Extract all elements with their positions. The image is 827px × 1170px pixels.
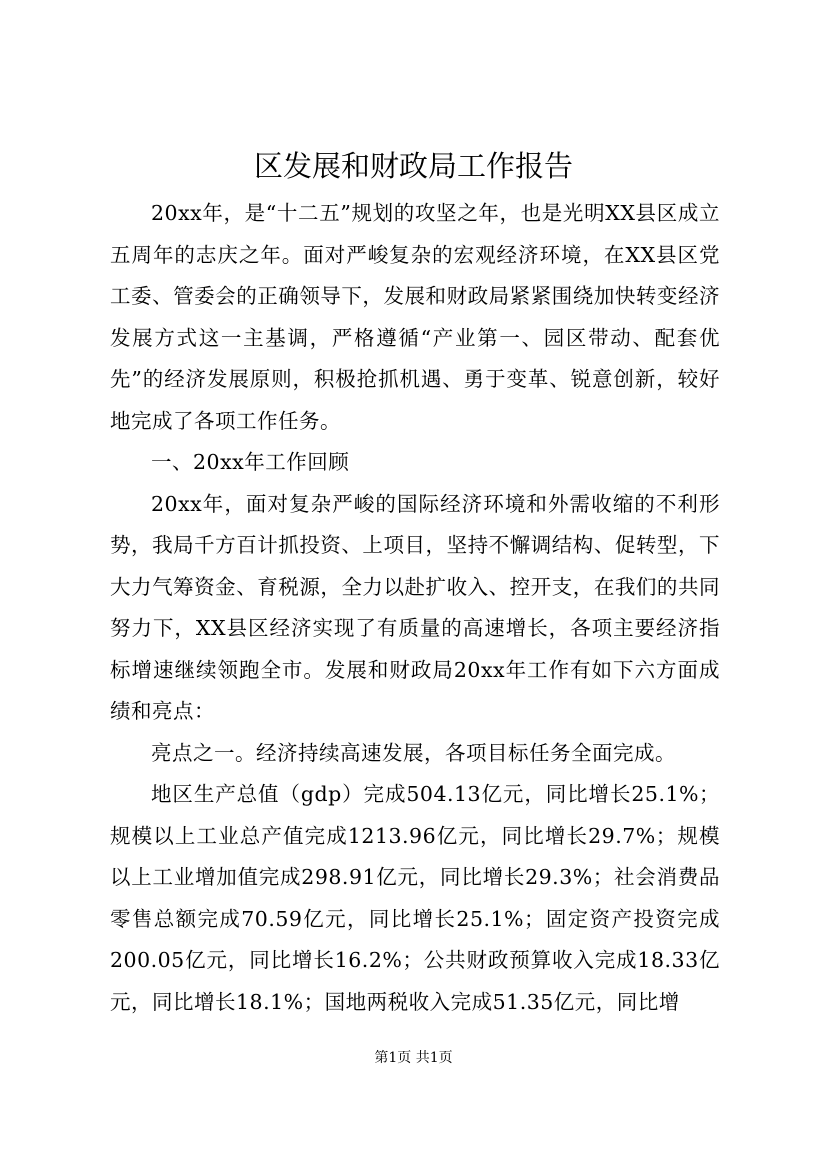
section-heading-review: 一、20xx年工作回顾 — [151, 450, 350, 474]
document-title: 区发展和财政局工作报告 — [253, 149, 573, 183]
paragraph-indicators: 地区生产总值（gdp）完成504.13亿元，同比增长25.1%；规模以上工业总产值完成1213.96亿元，同比增长29.7%；规模以上工业增加值完成298.91亿元，同比增长29.3%；社会消费品零售总额完成70.59亿元，同比增长25.1%；固定资产投资完成200.05亿元，同比增长16.2%；公共财政预算收入完成18.33亿元，同比增长18.1%；国地两税收入完成51.35亿元，同比增 — [110, 782, 720, 1014]
page-footer: 第1页 共1页 — [374, 1050, 453, 1066]
highlight-one-heading: 亮点之一。经济持续高速发展，各项目标任务全面完成。 — [151, 740, 676, 765]
paragraph-review: 20xx年，面对复杂严峻的国际经济环境和外需收缩的不利形势，我局千方百计抓投资、上项目，坚持不懈调结构、促转型，下大力气筹资金、育税源，全力以赴扩收入、控开支，在我们的共同努力下，XX县区经济实现了有质量的高速增长，各项主要经济指标增速继续领跑全市。发展和财政局20xx年工作有如下六方面成绩和亮点： — [110, 491, 720, 723]
document-body — [110, 193, 720, 1023]
paragraph-intro: 20xx年，是“十二五”规划的攻坚之年，也是光明XX县区成立五周年的志庆之年。面对严峻复杂的宏观经济环境，在XX县区党工委、管委会的正确领导下，发展和财政局紧紧围绕加快转变经济发展方式这一主基调，严格遵循“产业第一、园区带动、配套优先”的经济发展原则，积极抢抓机遇、勇于变革、锐意创新，较好地完成了各项工作任务。 — [110, 201, 720, 433]
